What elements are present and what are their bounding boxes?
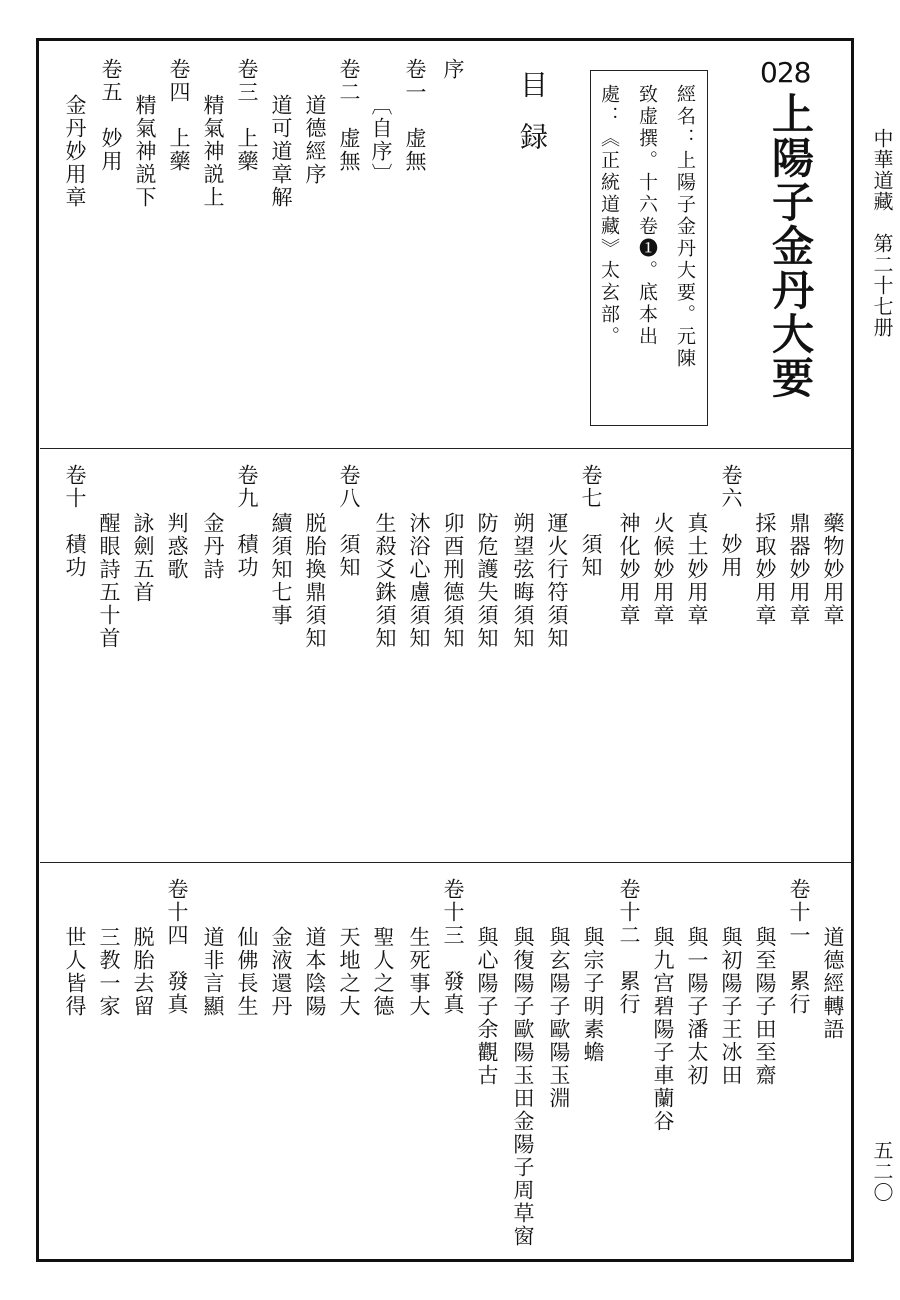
toc-heading: 目録	[516, 70, 549, 174]
toc-entry: 金丹妙用章	[63, 94, 87, 209]
info-line: 致虚撰。十六卷❶。底本出	[636, 84, 658, 348]
toc-entry: 鼎器妙用章	[787, 512, 811, 627]
toc-entry: 卷一 虚無	[403, 58, 427, 173]
toc-entry: 精氣神説下	[133, 94, 157, 209]
toc-entry: 與復陽子歐陽玉田金陽子周草窗	[511, 926, 535, 1248]
toc-entry: 脱胎去留	[131, 926, 155, 1018]
toc-entry: 詠劍五首	[131, 512, 155, 604]
toc-entry: 三教一家	[97, 926, 121, 1018]
toc-entry: 金丹詩	[201, 512, 225, 581]
toc-entry: 與九宫碧陽子車蘭谷	[651, 926, 675, 1133]
text-number: 028	[760, 56, 811, 89]
toc-entry: 卯酉刑德須知	[441, 512, 465, 650]
toc-entry: 卷十三 發真	[441, 878, 465, 1016]
info-line: 處：《正統道藏》太玄部。	[598, 84, 620, 348]
toc-entry: 神化妙用章	[617, 512, 641, 627]
toc-entry: 火候妙用章	[651, 512, 675, 627]
toc-entry: 卷六 妙用	[719, 464, 743, 579]
toc-entry: 朔望弦晦須知	[511, 512, 535, 650]
toc-entry: 卷五 妙用	[99, 58, 123, 173]
toc-entry: 道德經轉語	[821, 926, 845, 1041]
toc-entry: 卷十四 發真	[165, 878, 189, 1016]
toc-entry: 仙佛長生	[235, 926, 259, 1018]
toc-entry: 世人皆得	[63, 926, 87, 1018]
toc-entry: 生殺爻銖須知	[373, 512, 397, 650]
toc-entry: 藥物妙用章	[821, 512, 845, 627]
toc-entry: 卷十二 累行	[617, 878, 641, 1016]
toc-entry: 生死事大	[407, 926, 431, 1018]
toc-entry: 道德經序	[303, 94, 327, 186]
section-divider	[40, 862, 852, 863]
page-number: 五二〇	[870, 1140, 894, 1203]
text-title: 上陽子金丹大要	[766, 92, 815, 400]
toc-entry: 與至陽子田至齋	[753, 926, 777, 1087]
toc-entry: 續須知七事	[269, 512, 293, 627]
toc-entry: 與宗子明素蟾	[581, 926, 605, 1064]
toc-entry: 與玄陽子歐陽玉淵	[547, 926, 571, 1110]
toc-entry: 卷三 上藥	[235, 58, 259, 173]
toc-entry: 運火行符須知	[545, 512, 569, 650]
toc-entry: 脱胎換鼎須知	[303, 512, 327, 650]
toc-entry: 卷七 須知	[579, 464, 603, 579]
toc-entry: 與初陽子王冰田	[719, 926, 743, 1087]
toc-entry: 〔自序〕	[369, 94, 393, 186]
toc-entry: 防危護失須知	[475, 512, 499, 650]
toc-entry: 真土妙用章	[685, 512, 709, 627]
toc-entry: 精氣神説上	[201, 94, 225, 209]
toc-entry: 聖人之德	[371, 926, 395, 1018]
toc-entry: 卷九 積功	[235, 464, 259, 579]
toc-entry: 卷四 上藥	[167, 58, 191, 173]
info-line: 經名：上陽子金丹大要。元陳	[674, 84, 696, 370]
running-head: 中華道藏 第二十七册	[870, 128, 894, 338]
toc-entry: 卷二 虚無	[337, 58, 361, 173]
toc-entry: 道非言顯	[201, 926, 225, 1018]
toc-entry: 道本陰陽	[303, 926, 327, 1018]
toc-entry: 判惑歌	[165, 512, 189, 581]
toc-entry: 醒眼詩五十首	[97, 512, 121, 650]
toc-entry: 卷十 積功	[63, 464, 87, 579]
toc-entry: 與心陽子余觀古	[475, 926, 499, 1087]
toc-entry: 序	[441, 58, 465, 81]
toc-entry: 沐浴心慮須知	[407, 512, 431, 650]
toc-entry: 金液還丹	[269, 926, 293, 1018]
toc-entry: 卷十一 累行	[787, 878, 811, 1016]
toc-entry: 道可道章解	[269, 94, 293, 209]
toc-entry: 採取妙用章	[753, 512, 777, 627]
toc-entry: 卷八 須知	[337, 464, 361, 579]
toc-entry: 與一陽子潘太初	[685, 926, 709, 1087]
toc-entry: 天地之大	[337, 926, 361, 1018]
section-divider	[40, 448, 852, 449]
